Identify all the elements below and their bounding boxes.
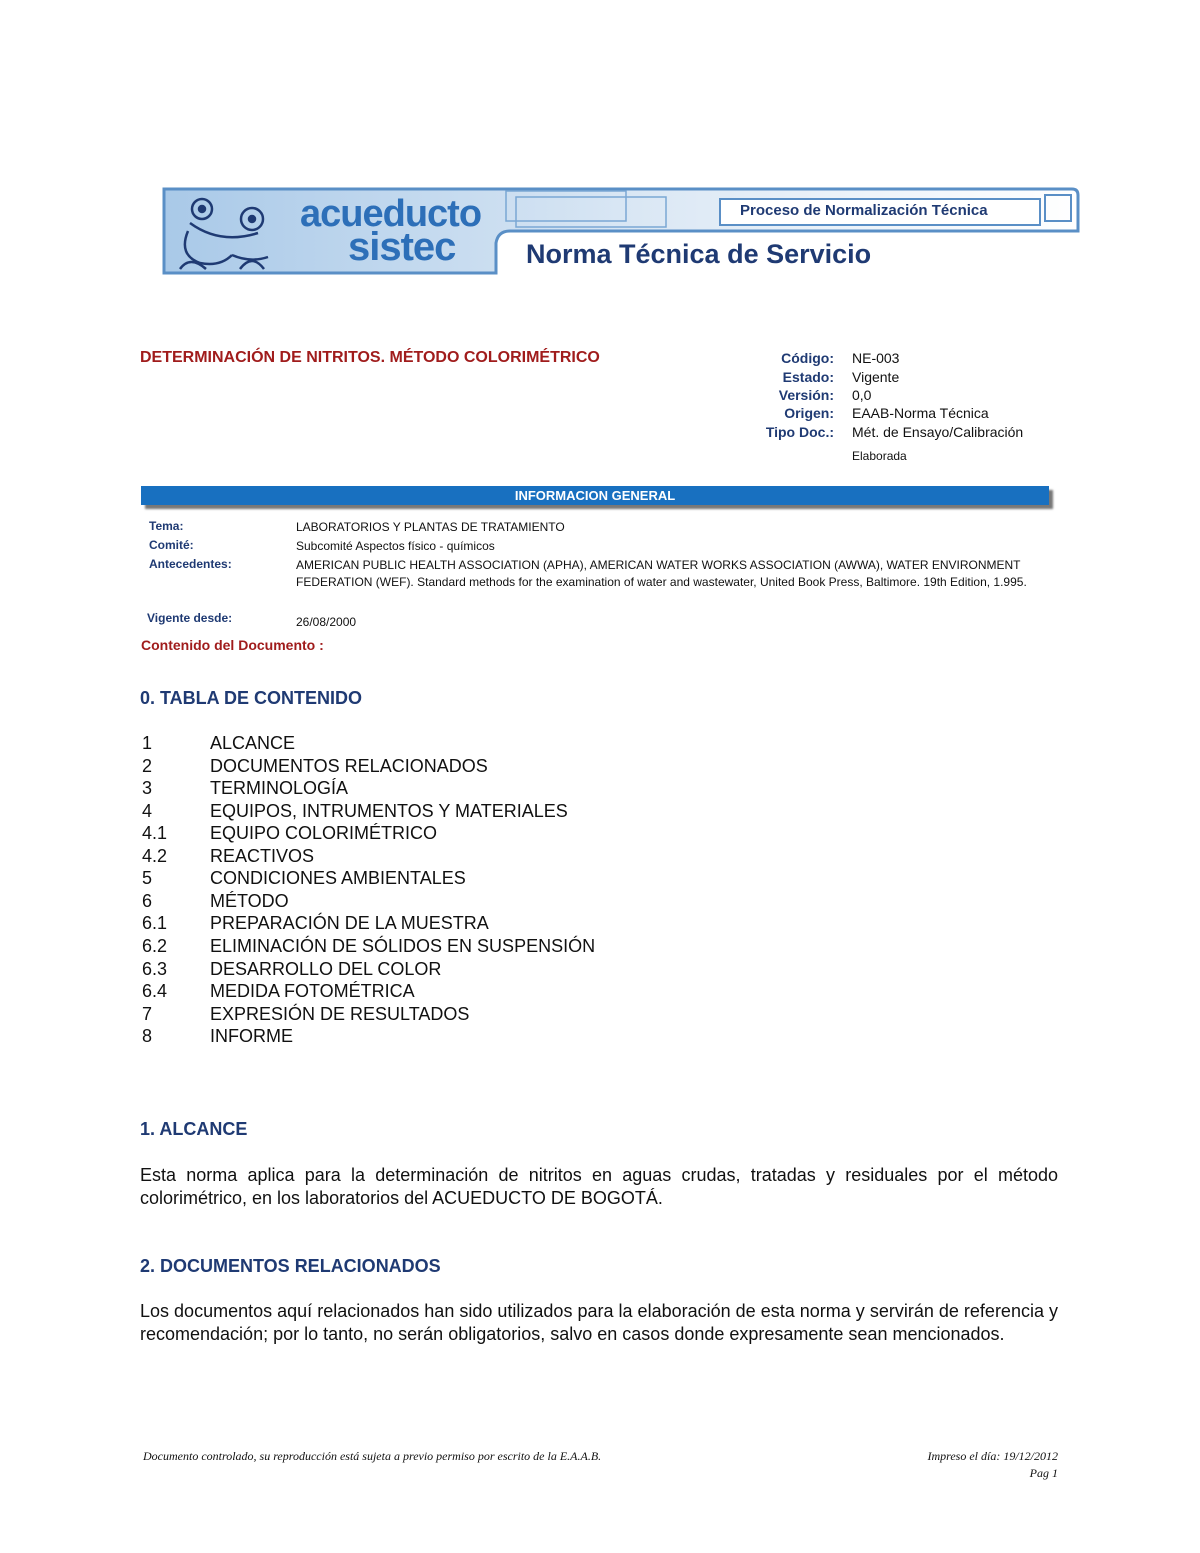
- alcance-paragraph: Esta norma aplica para la determinación de nitritos en aguas crudas, tratadas y residuales por el método colorimétrico, en los laboratorios del ACUEDUCTO DE BOGOTÁ.: [140, 1165, 1058, 1208]
- tema-label: Tema:: [149, 519, 184, 533]
- toc-number: 4.2: [142, 846, 168, 866]
- footer-disclaimer: Documento controlado, su reproducción está sujeta a previo permiso por escrito de la E.A.A.B.: [143, 1449, 602, 1463]
- meta-value: Mét. de Ensayo/Calibración: [852, 424, 1024, 440]
- antecedentes-label: Antecedentes:: [149, 557, 232, 571]
- toc-label: EQUIPOS, INTRUMENTOS Y MATERIALES: [210, 801, 568, 821]
- toc-label: TERMINOLOGÍA: [210, 778, 349, 798]
- info-general-bar: INFORMACION GENERAL: [141, 486, 1049, 505]
- meta-key: Versión:: [778, 387, 834, 403]
- meta-row-codigo: [700, 350, 1120, 369]
- logo-text-sistec: sistec: [348, 225, 456, 269]
- toc-number: 8: [142, 1026, 153, 1046]
- tema-value: LABORATORIOS Y PLANTAS DE TRATAMIENTO: [296, 520, 565, 534]
- docs-paragraph: Los documentos aquí relacionados han sido utilizados para la elaboración de esta norma y servirán de referencia y recomendación; por lo tanto, no serán obligatorios, salvo en casos donde expresamente sean mencionados.: [140, 1301, 1058, 1344]
- meta-key: Origen:: [784, 405, 834, 421]
- meta-key: Código:: [781, 350, 834, 366]
- toc-label: DESARROLLO DEL COLOR: [210, 959, 442, 979]
- alcance-heading: 1. ALCANCE: [140, 1119, 248, 1139]
- contenido-label: Contenido del Documento :: [141, 637, 324, 653]
- toc-label: ALCANCE: [210, 733, 296, 753]
- toc-label: MÉTODO: [210, 891, 289, 911]
- meta-key: Tipo Doc.:: [765, 424, 834, 440]
- toc-label: ELIMINACIÓN DE SÓLIDOS EN SUSPENSIÓN: [210, 936, 596, 956]
- toc-label: INFORME: [210, 1026, 293, 1046]
- toc-label: DOCUMENTOS RELACIONADOS: [210, 756, 488, 776]
- header-banner: [160, 185, 1082, 277]
- toc-number: 1: [142, 733, 153, 753]
- toc-number: 6.1: [142, 913, 168, 933]
- toc-label: EQUIPO COLORIMÉTRICO: [210, 823, 438, 843]
- antecedentes-value: AMERICAN PUBLIC HEALTH ASSOCIATION (APHA), AMERICAN WATER WORKS ASSOCIATION (AWWA), WATER ENVIRONMENT FEDERATION (WEF). Standard methods for the examination of water and wastewater, United Book Press, Baltimore. 19th Edition, 1.995.: [296, 558, 1027, 589]
- meta-value: NE-003: [852, 350, 900, 366]
- meta-row-estado: [700, 369, 1120, 388]
- toc-number: 3: [142, 778, 153, 798]
- meta-row-version: [700, 387, 1120, 406]
- meta-status-note: Elaborada: [852, 449, 907, 463]
- docs-heading: 2. DOCUMENTOS RELACIONADOS: [140, 1256, 441, 1276]
- footer-page-number: Pag 1: [1029, 1466, 1058, 1480]
- vigente-label: Vigente desde:: [147, 611, 233, 625]
- comite-value: Subcomité Aspectos físico - químicos: [296, 539, 495, 553]
- standard-title: Norma Técnica de Servicio: [526, 239, 872, 269]
- toc-number: 4.1: [142, 823, 168, 843]
- toc-number: 6.4: [142, 981, 168, 1001]
- toc-heading: 0. TABLA DE CONTENIDO: [140, 688, 363, 708]
- toc-label: PREPARACIÓN DE LA MUESTRA: [210, 913, 489, 933]
- comite-label: Comité:: [149, 538, 194, 552]
- toc-label: EXPRESIÓN DE RESULTADOS: [210, 1004, 470, 1024]
- meta-value: Vigente: [852, 369, 900, 385]
- toc-label: CONDICIONES AMBIENTALES: [210, 868, 466, 888]
- meta-key: Estado:: [782, 369, 834, 385]
- toc-label: REACTIVOS: [210, 846, 315, 866]
- toc-number: 6.2: [142, 936, 168, 956]
- meta-row-origen: [700, 405, 1120, 424]
- toc-number: 7: [142, 1004, 153, 1024]
- logo-text-acueducto: acueducto: [300, 193, 482, 235]
- toc-number: 4: [142, 801, 153, 821]
- toc-number: 6.3: [142, 959, 168, 979]
- document-title: DETERMINACIÓN DE NITRITOS. MÉTODO COLORIMÉTRICO: [140, 349, 600, 366]
- meta-row-tipo-doc: [700, 424, 1120, 443]
- meta-value: EAAB-Norma Técnica: [852, 405, 989, 421]
- process-label: Proceso de Normalización Técnica: [740, 202, 988, 219]
- toc-number: 5: [142, 868, 153, 888]
- footer-printed-date: Impreso el día: 19/12/2012: [927, 1449, 1058, 1463]
- toc-label: MEDIDA FOTOMÉTRICA: [210, 981, 415, 1001]
- meta-value: 0,0: [852, 387, 872, 403]
- vigente-value: 26/08/2000: [296, 615, 357, 629]
- toc-number: 2: [142, 756, 153, 776]
- toc-number: 6: [142, 891, 153, 911]
